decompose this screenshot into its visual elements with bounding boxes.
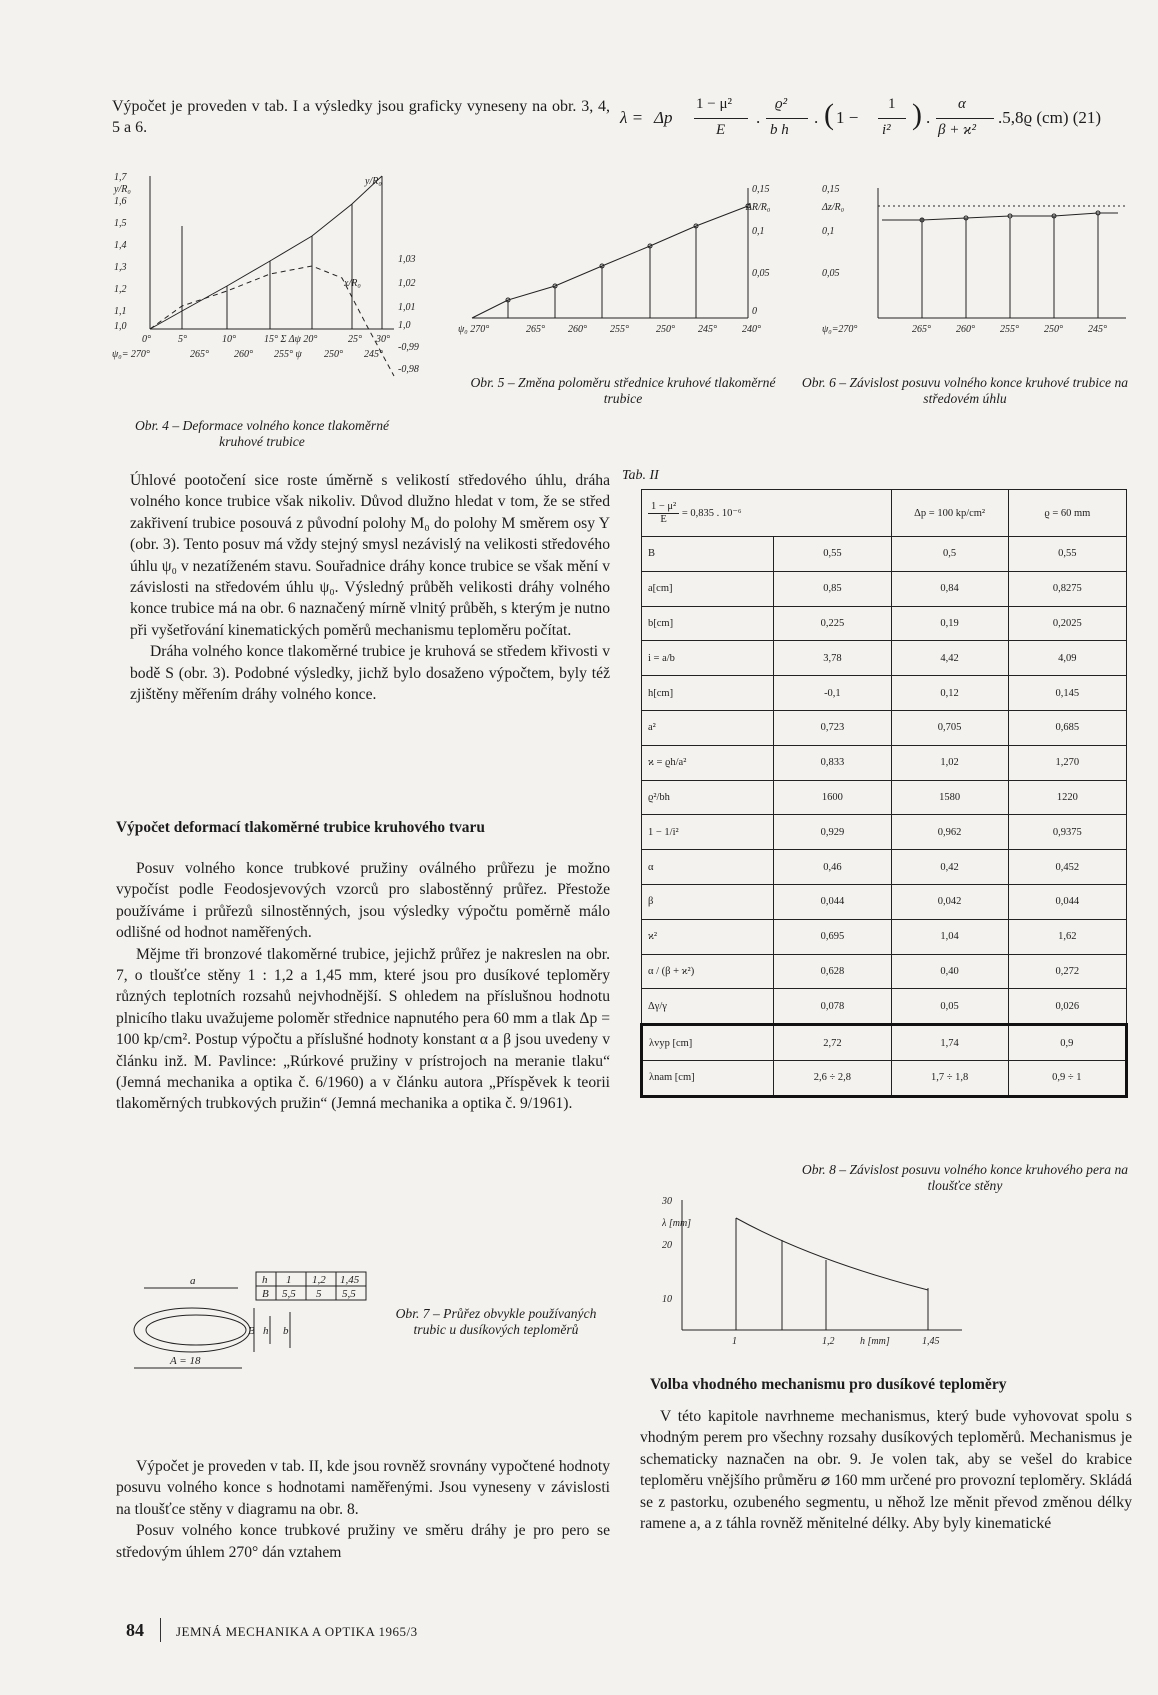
fig6-x: ψ₀=270° — [822, 324, 858, 335]
row-value: 0,929 — [774, 815, 891, 850]
row-value: 1580 — [891, 780, 1008, 815]
fig8-x: 1,45 — [922, 1336, 940, 1347]
table-row — [642, 710, 1127, 745]
row-value: 2,72 — [774, 1025, 891, 1061]
row-label: i = a/b — [642, 641, 774, 676]
row-value: 0,225 — [774, 606, 891, 641]
fig6-x: 255° — [1000, 324, 1019, 335]
fig7-cell: h — [262, 1274, 268, 1286]
tab2-header-frac — [642, 490, 892, 537]
table-row — [642, 1025, 1127, 1061]
tab2-table — [640, 489, 1128, 1098]
row-value: 0,044 — [1008, 884, 1126, 919]
fig4-psi: 245° — [364, 349, 383, 360]
formula-one-num: 1 — [888, 96, 896, 112]
fig4-psi: 260° — [234, 349, 253, 360]
row-value: 1,270 — [1008, 745, 1126, 780]
fig5-x: 250° — [656, 324, 675, 335]
fig6-tick: 0,05 — [822, 268, 840, 279]
fig5-x: 240° — [742, 324, 761, 335]
fig8-y: 30 — [662, 1196, 672, 1207]
row-value: 2,6 ÷ 2,8 — [774, 1060, 891, 1096]
fig7-cell: 5,5 — [342, 1288, 356, 1300]
paragraph: Posuv volného konce trubkové pružiny ve směru dráhy je pro pero se středovým úhlem 270° dán vztahem — [116, 1522, 610, 1561]
row-value: 0,8275 — [1008, 571, 1126, 606]
paragraph: Mějme tři bronzové tlakoměrné trubice, jejichž průřez je nakreslen na obr. 7, o tloušťce stěny 1 : 1,2 a 1,45 mm, které jsou pro dusíkové teploměry různých teplotních rozsahů nejvhodnější. S ohledem na příslušnou hodnotu plnicího tlaku uvažujeme poloměr střednice napnutého pera 60 mm a tlak Δp = 100 kp/cm². Postup výpočtu a příslušné hodnoty konstant α a β jsou uvedeny v článku inž. M. Pavlince: „Rúrkové pružiny v prístrojoch na meranie tlaku“ (Jemná mechanika a optika č. 6/1960) a v článku autora „Příspěvek k teorii tlakoměrných trubkových pružin“ (Jemná mechanika a optika č. 9/1961). — [116, 945, 610, 1113]
row-value: 0,145 — [1008, 676, 1126, 711]
row-value: 3,78 — [774, 641, 891, 676]
row-value: 1,7 ÷ 1,8 — [891, 1060, 1008, 1096]
row-value: 0,723 — [774, 710, 891, 745]
fig4-caption: Obr. 4 – Deformace volného konce tlakoměrné kruhové trubice — [134, 418, 390, 449]
fig7-A: A = 18 — [170, 1355, 201, 1367]
row-value: 0,628 — [774, 954, 891, 989]
fig4-psi: 250° — [324, 349, 343, 360]
fig5-x: 265° — [526, 324, 545, 335]
fig5-label: ΔR/R₀ — [746, 202, 771, 213]
row-value: 0,833 — [774, 745, 891, 780]
intro-text: Výpočet je proveden v tab. I a výsledky jsou graficky vyneseny na obr. 3, 4, 5 a 6. — [112, 98, 610, 136]
table-row — [642, 606, 1127, 641]
paragraph: V této kapitole navrhneme mechanismus, který bude vyhovovat spolu s vhodným perem pro všechny rozsahy dusíkových teploměrů. Mechanismus je schematicky naznačen na obr. 9. Je volen tak, aby se vešel do krabice teploměru vnějšího průměru ⌀ 160 mm určené pro provozní teploměry. Skládá se z pastorku, ozubeného segmentu, u něhož lze měnit převod změnou délky ramene a, a z táhla rovněž měnitelné délky. Aby byly kinematické — [640, 1408, 1132, 1533]
row-value: 0,078 — [774, 989, 891, 1025]
row-value: 1,04 — [891, 919, 1008, 954]
fig7-diagram — [130, 1268, 370, 1378]
row-value: 0,55 — [1008, 537, 1126, 572]
formula-e: E — [716, 122, 726, 138]
table-row — [642, 815, 1127, 850]
header-eq: = 0,835 . 10⁻⁶ — [681, 507, 742, 519]
row-label: a[cm] — [642, 571, 774, 606]
row-value: 0,695 — [774, 919, 891, 954]
row-value: 0,5 — [891, 537, 1008, 572]
fig4-right-tick: 1,01 — [398, 302, 416, 313]
row-value: 0,685 — [1008, 710, 1126, 745]
fig6-x: 260° — [956, 324, 975, 335]
formula-rho: ϱ² — [775, 96, 788, 112]
fig4-left-tick: 1,6 — [114, 196, 127, 207]
row-value: 0,272 — [1008, 954, 1126, 989]
fig5-tick: 0 — [752, 306, 757, 317]
row-label: b[cm] — [642, 606, 774, 641]
fig6-diagram — [818, 178, 1136, 338]
row-value: 0,46 — [774, 850, 891, 885]
fig6-x: 245° — [1088, 324, 1107, 335]
fig4-dpsi: 25° — [348, 334, 362, 345]
fig4-psi: ψ₀= 270° — [112, 349, 150, 360]
formula-21: λ = Δp 1 − μ² E . ϱ² b h . ( 1 − 1 i² ) . α β + ϰ² .5,8ϱ (cm) (21) — [620, 96, 1102, 138]
fig5-x: 245° — [698, 324, 717, 335]
formula-tail: .5,8ϱ (cm) (21) — [998, 108, 1102, 127]
tab2-header-dp: Δp = 100 kp/cm² — [891, 490, 1008, 537]
fig4-diagram — [112, 166, 430, 386]
table-row — [642, 850, 1127, 885]
fig6-tick: 0,1 — [822, 226, 835, 237]
fig8-y: λ [mm] — [662, 1218, 692, 1229]
fig8-caption: Obr. 8 – Závislost posuvu volného konce kruhového pera na tloušťce stěny — [801, 1162, 1129, 1193]
row-label: ϱ²/bh — [642, 780, 774, 815]
fig5-diagram — [458, 178, 778, 338]
row-label: ϰ² — [642, 919, 774, 954]
header-frac-num: 1 − μ² — [648, 501, 679, 514]
fig7-h: h — [263, 1325, 269, 1337]
fig4-right-tick: 1,02 — [398, 278, 416, 289]
table-row — [642, 641, 1127, 676]
table-row — [642, 919, 1127, 954]
paragraph: Posuv volného konce trubkové pružiny oválného průřezu je možno vypočíst podle Feodosjevových vzorců pro slabostěnný průřez. Přestože používáme i průřezů silnostěnných, jsou výsledky výpočtu poměrně málo odlišné od hodnot naměřených. — [116, 860, 610, 942]
formula-one: 1 − — [836, 108, 859, 127]
fig4-left-tick: 1,7 — [114, 172, 127, 183]
fig8-x: h [mm] — [860, 1336, 890, 1347]
formula-dp: Δp — [654, 108, 673, 127]
fig4-left-tick: 1,4 — [114, 240, 127, 251]
fig5-tick: 0,1 — [752, 226, 765, 237]
row-value: 1,74 — [891, 1025, 1008, 1061]
table-row — [642, 745, 1127, 780]
fig4-right-tick: 1,0 — [398, 320, 411, 331]
section-heading-2: Volba vhodného mechanismu pro dusíkové teploměry — [650, 1376, 1007, 1393]
fig5-caption: Obr. 5 – Změna poloměru střednice kruhové tlakoměrné trubice — [470, 375, 776, 406]
fig4-left-tick: 1,0 — [114, 321, 127, 332]
row-value: 0,05 — [891, 989, 1008, 1025]
row-value: 4,09 — [1008, 641, 1126, 676]
row-value: 0,55 — [774, 537, 891, 572]
row-value: 0,9 ÷ 1 — [1008, 1060, 1126, 1096]
fig4-psi: 265° — [190, 349, 209, 360]
fig7-cell: 5,5 — [282, 1288, 296, 1300]
fig8-y: 20 — [662, 1240, 672, 1251]
row-value: 0,044 — [774, 884, 891, 919]
table-row — [642, 989, 1127, 1025]
row-label: B — [642, 537, 774, 572]
row-value: 1,02 — [891, 745, 1008, 780]
table-row — [642, 676, 1127, 711]
footer-journal: JEMNÁ MECHANIKA A OPTIKA 1965/3 — [176, 1624, 418, 1639]
table-row — [642, 780, 1127, 815]
row-label: ϰ = ϱh/a² — [642, 745, 774, 780]
row-value: 4,42 — [891, 641, 1008, 676]
fig7-cell: 1 — [286, 1274, 292, 1286]
fig7-b: b — [283, 1325, 289, 1337]
row-value: 0,42 — [891, 850, 1008, 885]
table-row — [642, 571, 1127, 606]
tab2-header-rho: ϱ = 60 mm — [1008, 490, 1126, 537]
footer-divider — [160, 1618, 161, 1642]
row-value: 0,026 — [1008, 989, 1126, 1025]
right-column-text — [640, 1406, 1132, 1534]
fig8-y: 10 — [662, 1294, 672, 1305]
fig6-tick: 0,15 — [822, 184, 840, 195]
row-value: 1600 — [774, 780, 891, 815]
left-column-text-1 — [130, 470, 610, 705]
paragraph: Výpočet je proveden v tab. II, kde jsou rovněž srovnány vypočtené hodnoty posuvu volného konce s hodnotami naměřenými. Jsou vyneseny v závislosti na tloušťce stěny v diagramu na obr. 8. — [116, 1458, 610, 1518]
fig4-label-yr: y/R₀ — [365, 176, 382, 187]
formula-beta: β + ϰ² — [938, 122, 977, 138]
fig8-x: 1,2 — [822, 1336, 835, 1347]
formula-lambda: λ = — [620, 108, 644, 127]
fig4-left-tick: 1,2 — [114, 284, 127, 295]
fig4-left-label: y/R₀ — [114, 184, 131, 195]
fig5-x: 260° — [568, 324, 587, 335]
row-label: a² — [642, 710, 774, 745]
fig4-dpsi: 30° — [376, 334, 390, 345]
paragraph: Dráha volného konce tlakoměrné trubice je kruhová se středem křivosti v bodě S (obr. 3). Podobné výsledky, jichž bylo dosaženo výpočtem, byly též zjištěny měřením dráhy volného konce. — [130, 643, 610, 704]
fig4-left-tick: 1,3 — [114, 262, 127, 273]
fig4-label-xr: x/R₀ — [344, 278, 361, 289]
formula-i2: i² — [882, 122, 891, 138]
fig7-cell: 5 — [316, 1288, 322, 1300]
row-label: λnam [cm] — [642, 1060, 774, 1096]
fig6-x: 250° — [1044, 324, 1063, 335]
row-value: 0,452 — [1008, 850, 1126, 885]
row-value: 0,84 — [891, 571, 1008, 606]
fig4-dpsi: 0° — [142, 334, 151, 345]
fig7-caption: Obr. 7 – Průřez obvykle používaných trubic u dusíkových teploměrů — [395, 1306, 597, 1337]
fig6-caption: Obr. 6 – Závislost posuvu volného konce kruhové trubice na středovém úhlu — [801, 375, 1129, 406]
fig5-tick: 0,15 — [752, 184, 770, 195]
left-column-text-3 — [116, 1456, 610, 1563]
fig7-cell: B — [262, 1288, 269, 1300]
table-row — [642, 537, 1127, 572]
fig6-label: Δz/R₀ — [822, 202, 845, 213]
table-title: Tab. II — [622, 468, 659, 483]
table-row — [642, 954, 1127, 989]
row-value: 0,962 — [891, 815, 1008, 850]
fig4-psi: 255° ψ — [274, 349, 302, 360]
row-value: 0,12 — [891, 676, 1008, 711]
fig4-left-tick: 1,1 — [114, 306, 127, 317]
formula-mu: 1 − μ² — [696, 96, 732, 112]
fig6-x: 265° — [912, 324, 931, 335]
row-value: 0,705 — [891, 710, 1008, 745]
row-value: 1220 — [1008, 780, 1126, 815]
fig4-right-tick: -0,99 — [398, 342, 419, 353]
row-value: 0,85 — [774, 571, 891, 606]
table-row — [642, 1060, 1127, 1096]
fig4-dpsi: 15° Σ Δψ 20° — [264, 334, 318, 345]
fig4-left-tick: 1,5 — [114, 218, 127, 229]
paragraph: Úhlové pootočení sice roste úměrně s velikostí středového úhlu, dráha volného konce trubice však nikoliv. Důvod dlužno hledat v tom, že se střed zakřivení trubice posouvá z původní polohy M₀ do polohy M směrem osy Y (obr. 3). Tento posuv má vždy stejný smysl nezávislý na velikosti středového úhlu ψ₀ v nezatíženém stavu. Souřadnice dráhy konce trubice se však mění v závislosti na středovém úhlu ψ₀. Výsledný průběh velikosti dráhy volného konce trubice má na obr. 6 naznačený mírně vlnitý průběh, s kterým je nutno při vyšetřování kinematických poměrů mechanismu teploměru počítat. — [130, 472, 610, 639]
row-value: 0,9 — [1008, 1025, 1126, 1061]
row-value: 0,40 — [891, 954, 1008, 989]
formula-alpha: α — [958, 96, 966, 112]
fig4-dpsi: 10° — [222, 334, 236, 345]
row-value: 0,042 — [891, 884, 1008, 919]
row-value: 0,2025 — [1008, 606, 1126, 641]
row-value: -0,1 — [774, 676, 891, 711]
row-label: α — [642, 850, 774, 885]
row-value: 0,9375 — [1008, 815, 1126, 850]
table-row — [642, 884, 1127, 919]
page-number: 84 — [126, 1620, 144, 1640]
header-frac-den: E — [660, 513, 667, 525]
row-label: h[cm] — [642, 676, 774, 711]
row-label: β — [642, 884, 774, 919]
fig4-dpsi: 5° — [178, 334, 187, 345]
fig4-right-tick: -0,98 — [398, 364, 419, 375]
fig7-B: B — [248, 1325, 255, 1337]
fig5-x: ψ₀ 270° — [458, 324, 490, 335]
left-column-text-2 — [116, 858, 610, 1115]
row-label: α / (β + ϰ²) — [642, 954, 774, 989]
row-value: 0,19 — [891, 606, 1008, 641]
fig5-tick: 0,05 — [752, 268, 770, 279]
fig5-x: 255° — [610, 324, 629, 335]
row-label: 1 − 1/i² — [642, 815, 774, 850]
fig4-right-tick: 1,03 — [398, 254, 416, 265]
row-value: 1,62 — [1008, 919, 1126, 954]
row-label: Δγ/γ — [642, 989, 774, 1025]
fig8-x: 1 — [732, 1336, 737, 1347]
fig8-diagram — [662, 1190, 972, 1350]
row-label: λvyp [cm] — [642, 1025, 774, 1061]
fig7-cell: 1,2 — [312, 1274, 326, 1286]
formula-bh: b h — [770, 122, 789, 138]
fig7-cell: 1,45 — [340, 1274, 360, 1286]
fig7-a: a — [190, 1275, 196, 1287]
section-heading-1: Výpočet deformací tlakoměrné trubice kruhového tvaru — [116, 819, 485, 836]
